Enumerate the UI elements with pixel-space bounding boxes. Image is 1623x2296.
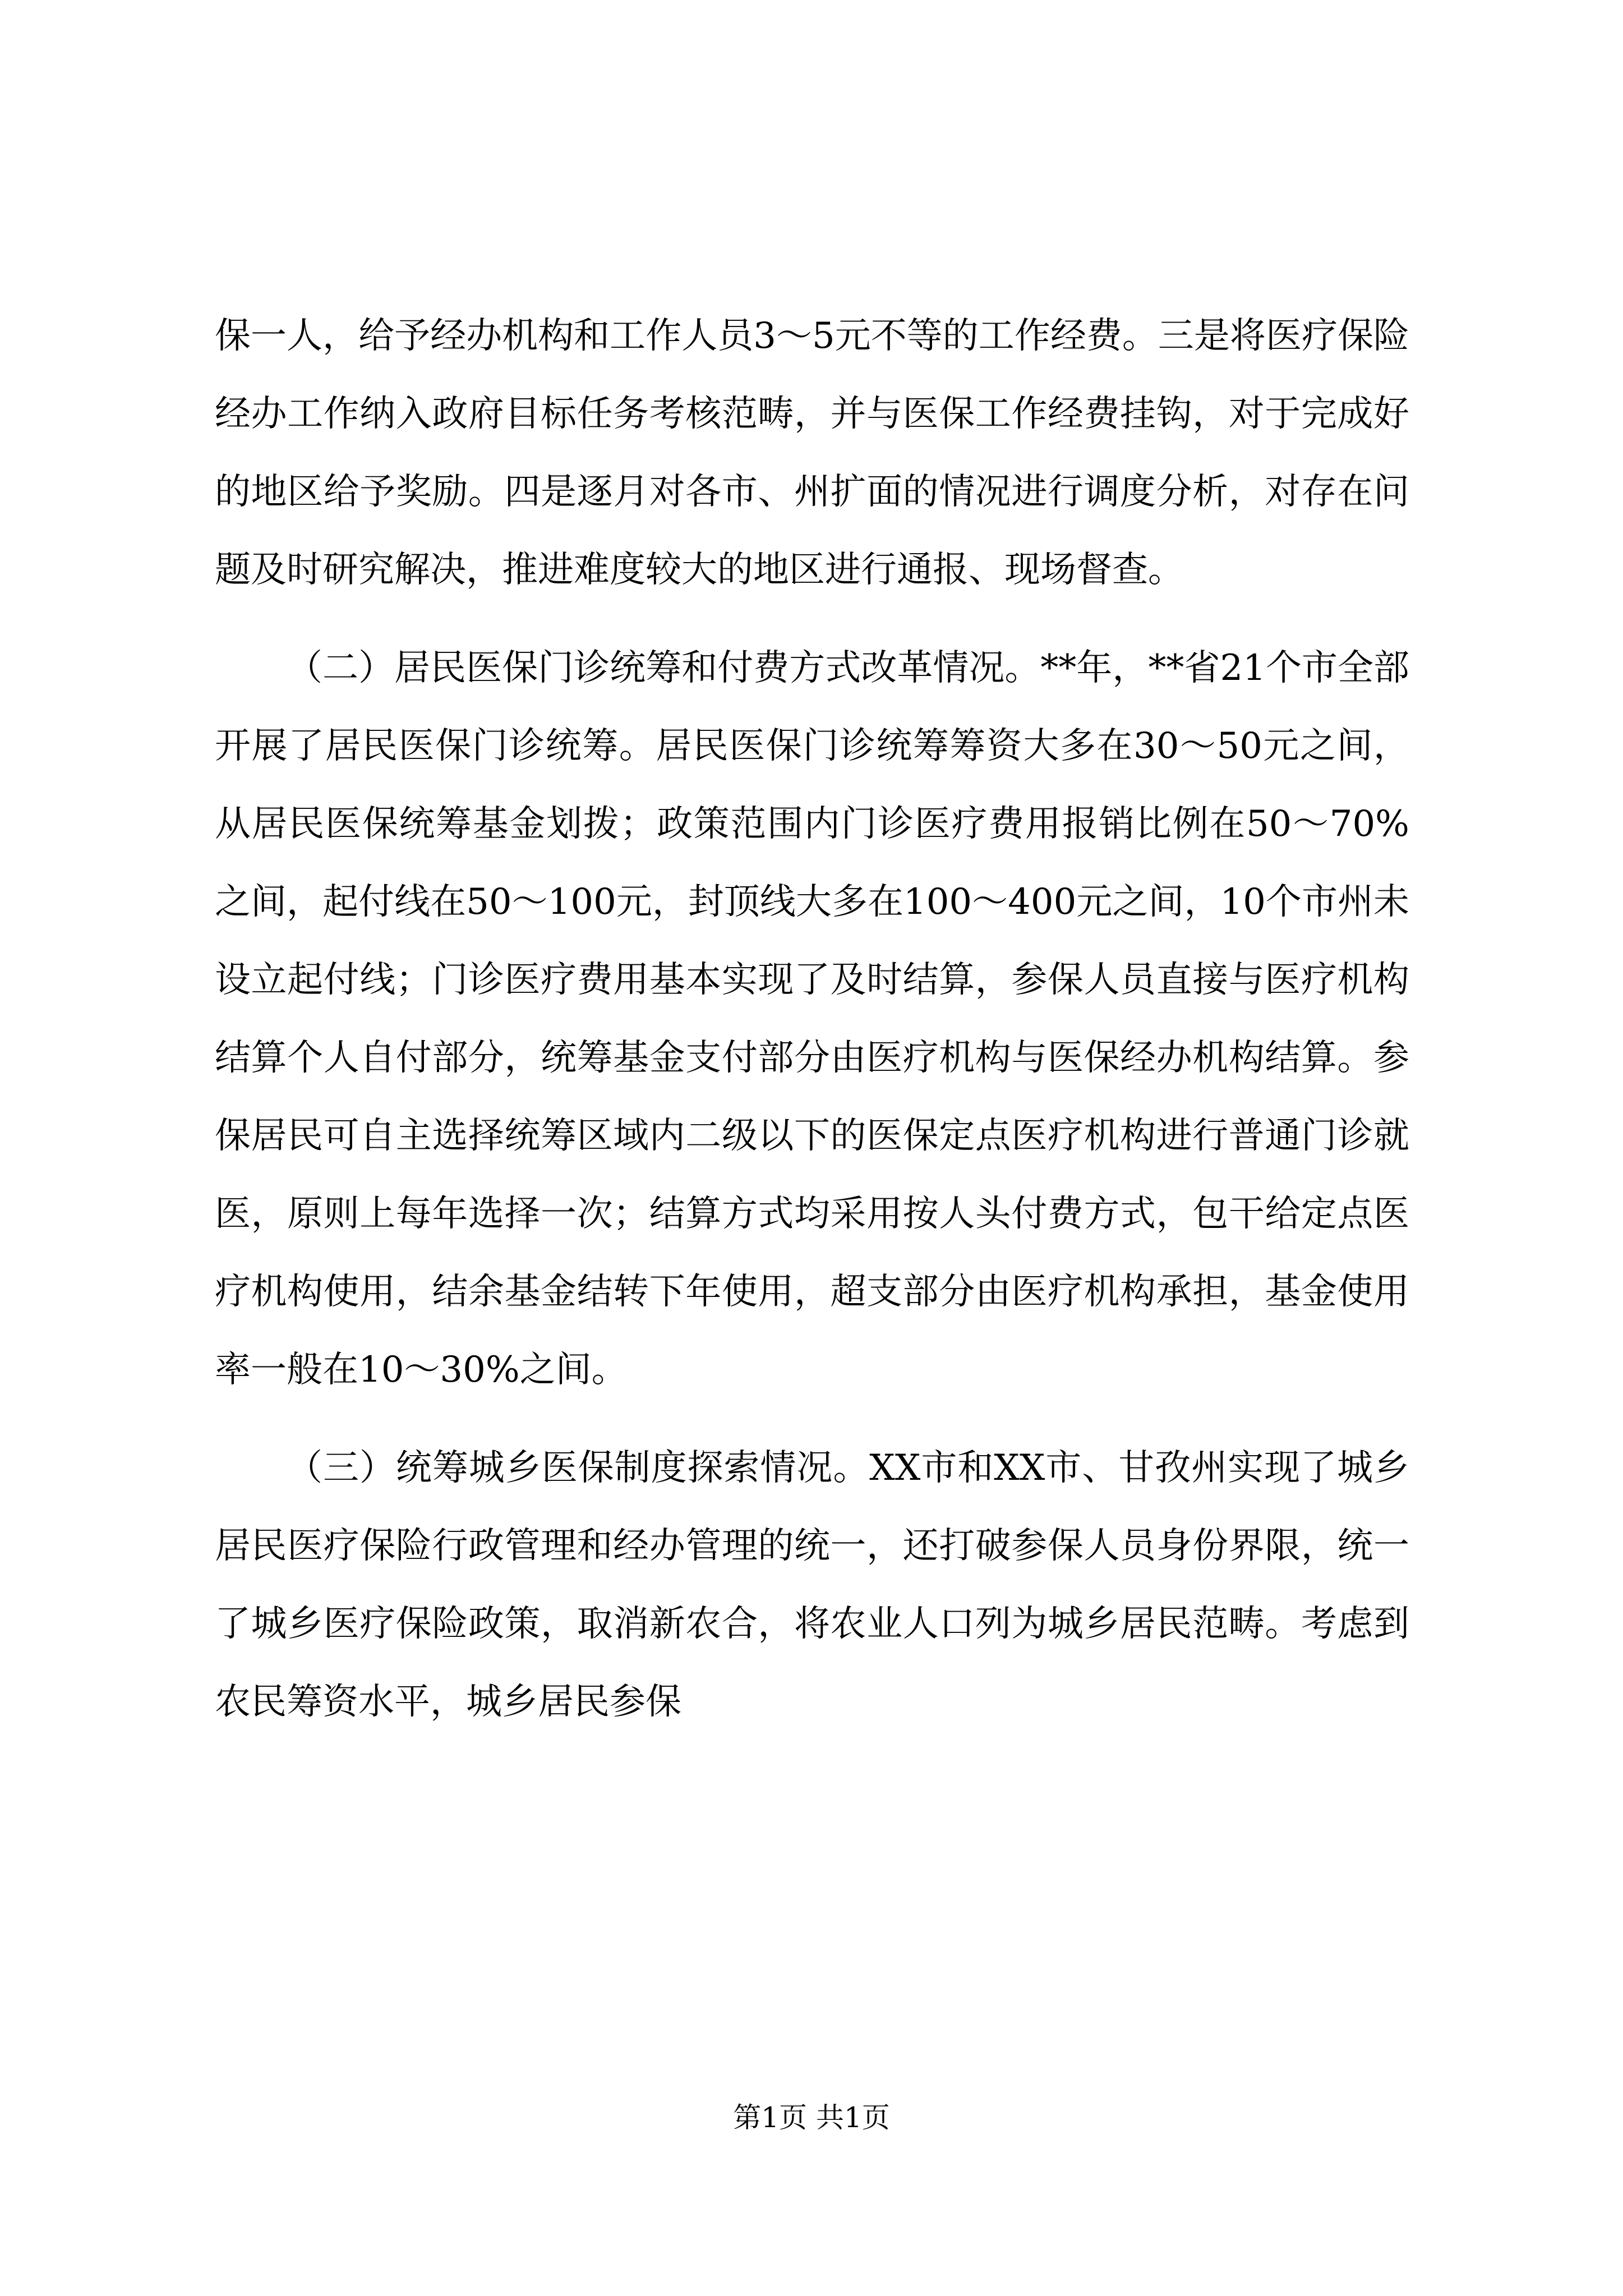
page-footer: 第1页 共1页 <box>733 2101 890 2134</box>
paragraph-urban-rural-integration: （三）统筹城乡医保制度探索情况。XX市和XX市、甘孜州实现了城乡居民医疗保险行政管理和经办管理的统一，还打破参保人员身份界限，统一了城乡医疗保险政策，取消新农合，将农业人口列为城乡居民范畴。考虑到农民筹资水平，城乡居民参保 <box>215 1447 1409 1723</box>
paragraph-outpatient-reform: （二）居民医保门诊统筹和付费方式改革情况。**年，**省21个市全部开展了居民医保门诊统筹。居民医保门诊统筹筹资大多在30～50元之间，从居民医保统筹基金划拨；政策范围内门诊医疗费用报销比例在50～70%之间，起付线在50～100元，封顶线大多在100～400元之间，10个市州未设立起付线；门诊医疗费用基本实现了及时结算，参保人员直接与医疗机构结算个人自付部分，统筹基金支付部分由医疗机构与医保经办机构结算。参保居民可自主选择统筹区域内二级以下的医保定点医疗机构进行普通门诊就医，原则上每年选择一次；结算方式均采用按人头付费方式，包干给定点医疗机构使用，结余基金结转下年使用，超支部分由医疗机构承担，基金使用率一般在10～30%之间。 <box>215 647 1409 1391</box>
body-text <box>215 297 1409 1741</box>
paragraph-continuation: 保一人，给予经办机构和工作人员3～5元不等的工作经费。三是将医疗保险经办工作纳入政府目标任务考核范畴，并与医保工作经费挂钩，对于完成好的地区给予奖励。四是逐月对各市、州扩面的情况进行调度分析，对存在问题及时研究解决，推进难度较大的地区进行通报、现场督查。 <box>215 315 1409 591</box>
